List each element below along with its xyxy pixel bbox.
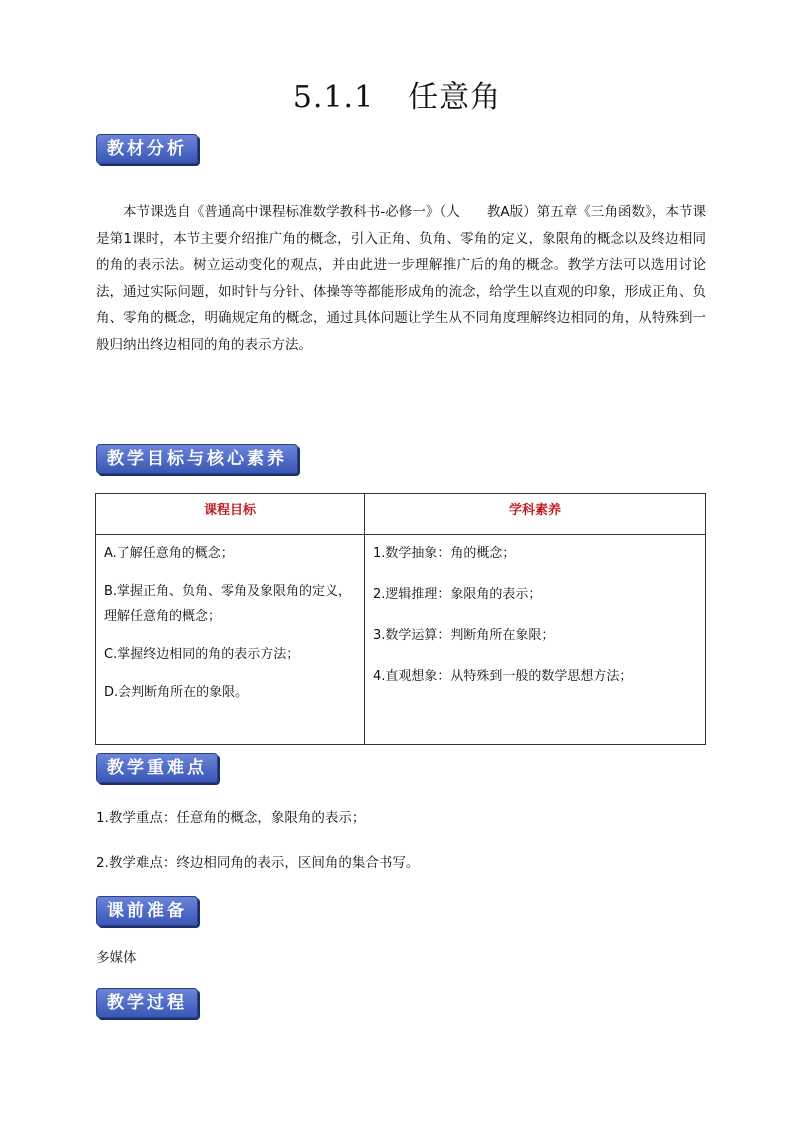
key-point-item: 2.教学难点：终边相同角的表示，区间角的集合书写。 bbox=[96, 855, 420, 871]
table-header-goals: 课程目标 bbox=[96, 494, 365, 535]
section-badge-objectives: 教学目标与核心素养 bbox=[96, 444, 298, 474]
goal-item: D.会判断角所在的象限。 bbox=[104, 685, 249, 700]
page-title bbox=[0, 72, 794, 116]
section-badge-process: 教学过程 bbox=[96, 988, 198, 1018]
goal-item: A.了解任意角的概念； bbox=[104, 546, 234, 561]
section-badge-key-points: 教学重难点 bbox=[96, 753, 218, 783]
literacy-item: 1.数学抽象：角的概念； bbox=[373, 546, 516, 561]
section-badge-analysis: 教材分析 bbox=[96, 134, 198, 164]
goal-item: C.掌握终边相同的角的表示方法； bbox=[104, 647, 300, 662]
literacy-cell bbox=[365, 535, 706, 745]
literacy-item: 3.数学运算：判断角所在象限； bbox=[373, 628, 555, 643]
objectives-table bbox=[95, 493, 706, 745]
goals-cell bbox=[96, 535, 365, 745]
literacy-item: 4.直观想象：从特殊到一般的数学思想方法； bbox=[373, 669, 633, 684]
table-header-literacy: 学科素养 bbox=[365, 494, 706, 535]
literacy-item: 2.逻辑推理：象限角的表示； bbox=[373, 587, 542, 602]
title-text: 任意角 bbox=[408, 80, 502, 115]
key-point-item: 1.教学重点：任意角的概念，象限角的表示； bbox=[96, 810, 366, 826]
goal-item: B.掌握正角、负角、零角及象限角的定义，理解任意角的概念； bbox=[104, 584, 352, 624]
section-badge-preparation: 课前准备 bbox=[96, 896, 198, 926]
analysis-paragraph: 本节课选自《普通高中课程标准数学教科书-必修一》（人 教A版）第五章《三角函数》，本节课是第1课时，本节主要介绍推广角的概念，引入正角、负角、零角的定义，象限角的概念以及终边相同的角的表示法。树立运动变化的观点，并由此进一步理解推广后的角的概念。教学方法可以选用讨论法，通过实际问题，如时针与分针、体操等等都能形成角的流念，给学生以直观的印象，形成正角、负角、零角的概念，明确规定角的概念，通过具体问题让学生从不同角度理解终边相同的角，从特殊到一般归纳出终边相同的角的表示方法。 bbox=[96, 204, 706, 353]
preparation-text: 多媒体 bbox=[96, 950, 137, 966]
title-number: 5.1.1 bbox=[292, 80, 375, 115]
